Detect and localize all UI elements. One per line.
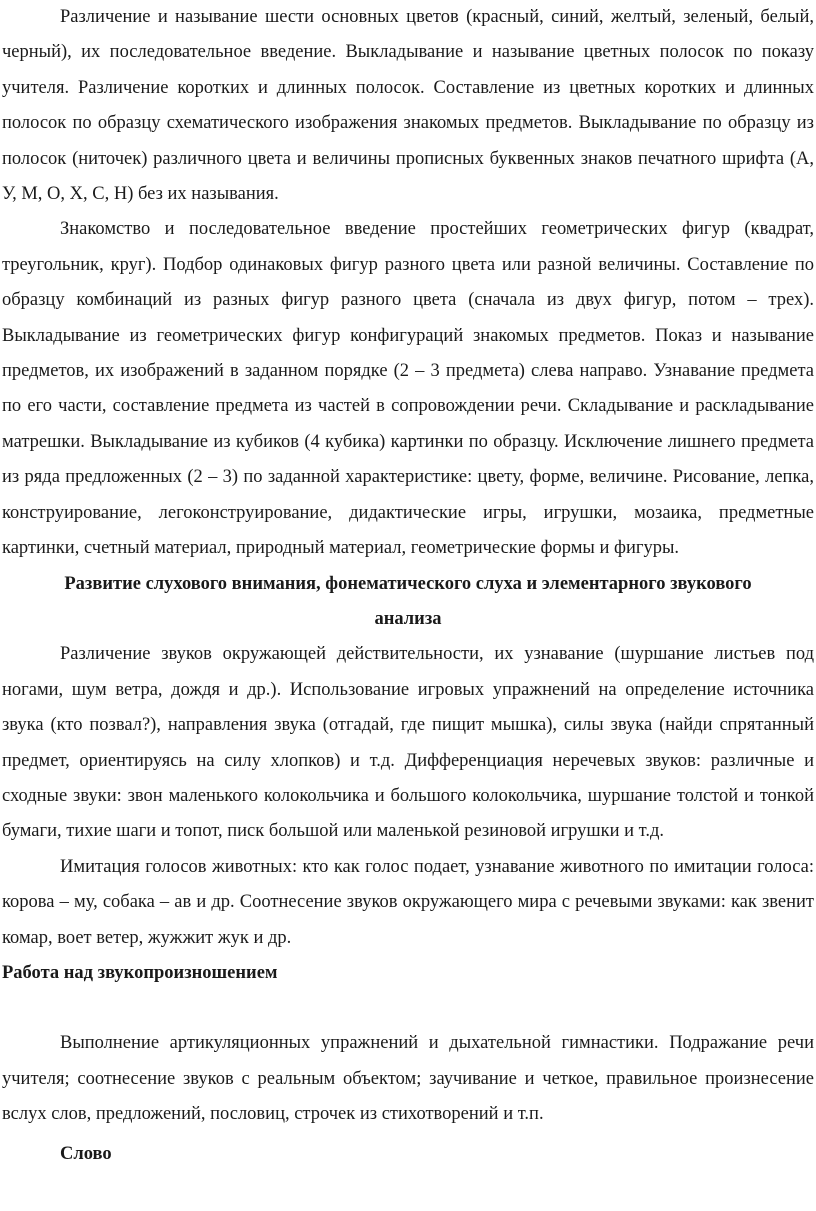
section-heading-pronunciation: Работа над звукопроизношением bbox=[2, 962, 278, 983]
paragraph-animal-voices: Имитация голосов животных: кто как голос подает, узнавание животного по имитации голоса: корова – му, собака – ав и др. Соотнесение звуков окружающего мира с речевыми звуками: как звенит комар, воет ветер, жужжит жук и др. bbox=[2, 856, 814, 948]
section-heading-word: Слово bbox=[60, 1143, 112, 1164]
paragraph-colors: Различение и называние шести основных цветов (красный, синий, желтый, зеленый, белый, черный), их последовательное введение. Выкладывание и называние цветных полосок по показу учителя. Различение коротких и длинных полосок. Составление из цветных коротких и длинных полосок по образцу схематического изображения знакомых предметов. Выкладывание по образцу из полосок (ниточек) различного цвета и величины прописных буквенных знаков печатного шрифта (А, У, М, О, Х, С, Н) без их называния. bbox=[2, 7, 814, 205]
section-heading-auditory-attention: Развитие слухового внимания, фонематического слуха и элементарного звукового анализа bbox=[64, 573, 752, 629]
paragraph-geometric-figures: Знакомство и последовательное введение простейших геометрических фигур (квадрат, треугольник, круг). Подбор одинаковых фигур разного цвета или разной величины. Составление по образцу комбинаций из разных фигур разного цвета (сначала из двух фигур, потом – трех). Выкладывание из геометрических фигур конфигураций знакомых предметов. Показ и называние предметов, их изображений в заданном порядке (2 – 3 предмета) слева направо. Узнавание предмета по его части, составление предмета из частей в сопровождении речи. Складывание и раскладывание матрешки. Выкладывание из кубиков (4 кубика) картинки по образцу. Исключение лишнего предмета из ряда предложенных (2 – 3) по заданной характеристике: цвету, форме, величине. Рисование, лепка, конструирование, легоконструирование, дидактические игры, игрушки, мозаика, предметные картинки, счетный материал, природный материал, геометрические формы и фигуры. bbox=[2, 219, 814, 559]
paragraph-articulation: Выполнение артикуляционных упражнений и дыхательной гимнастики. Подражание речи учителя; соотнесение звуков с реальным объектом; заучивание и четкое, правильное произнесение вслух слов, предложений, пословиц, строчек из стихотворений и т.п. bbox=[2, 1033, 814, 1125]
paragraph-environment-sounds: Различение звуков окружающей действительности, их узнавание (шуршание листьев под ногами, шум ветра, дождя и др.). Использование игровых упражнений на определение источника звука (кто позвал?), направления звука (отгадай, где пищит мышка), силы звука (найди спрятанный предмет, ориентируясь на силу хлопков) и т.д. Дифференциация неречевых звуков: различные и сходные звуки: звон маленького колокольчика и большого колокольчика, шуршание толстой и тонкой бумаги, тихие шаги и топот, писк большой или маленькой резиновой игрушки и т.д. bbox=[2, 644, 814, 842]
